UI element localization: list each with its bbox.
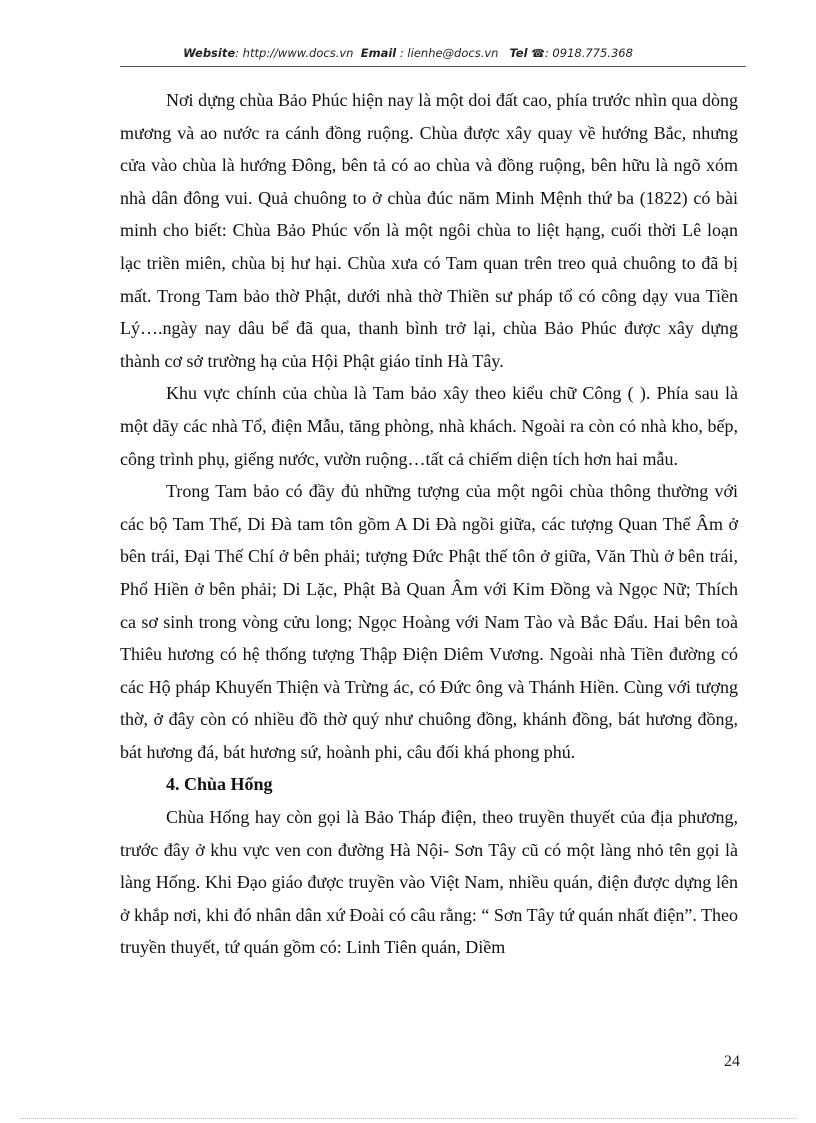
page-number: 24 [724,1053,740,1070]
footer-divider [20,1118,796,1119]
website-label: Website [183,46,236,60]
website-value: : http://www.docs.vn [235,46,354,60]
email-label: Email [360,46,397,60]
header-rule [120,66,746,67]
email-value: : lienhe@docs.vn [399,46,499,60]
paragraph-bao-phuc-site: Nơi dựng chùa Bảo Phúc hiện nay là một doi đất cao, phía trước nhìn qua dòng mương và ao nước ra cánh đồng ruộng. Chùa được xây quay về hướng Bắc, nhưng cửa vào chùa là hướng Đông, bên tả có ao chùa và đồng ruộng, bên hữu là ngõ xóm nhà dân đông vui. Quả chuông to ở chùa đúc năm Minh Mệnh thứ ba (1822) có bài minh cho biết: Chùa Bảo Phúc vốn là một ngôi chùa to liệt hạng, cuối thời Lê loạn lạc triền miên, chùa bị hư hại. Chùa xưa có Tam quan trên treo quả chuông to đã bị mất. Trong Tam bảo thờ Phật, dưới nhà thờ Thiền sư pháp tổ có công dạy vua Tiền Lý….ngày nay dâu bể đã qua, thanh bình trở lại, chùa Bảo Phúc được xây dựng thành cơ sở trường hạ của Hội Phật giáo tỉnh Hà Tây. [120,90,738,371]
tel-label: Tel [509,46,528,60]
tel-value: : 0918.775.368 [544,46,633,60]
paragraph-chua-hong: Chùa Hống hay còn gọi là Bảo Tháp điện, theo truyền thuyết của địa phương, trước đây ở khu vực ven con đường Hà Nội- Sơn Tây cũ có một làng nhỏ tên gọi là làng Hống. Khi Đạo giáo được truyền vào Việt Nam, nhiều quán, điện được dựng lên ở khắp nơi, khi đó nhân dân xứ Đoài có câu rằng: “ Sơn Tây tứ quán nhất điện”. Theo truyền thuyết, tứ quán gồm có: Linh Tiên quán, Diềm [120,807,738,958]
section-heading: 4. Chùa Hống [166,774,273,795]
paragraph-main-area: Khu vực chính của chùa là Tam bảo xây theo kiểu chữ Công ( ). Phía sau là một dãy các nhà Tổ, điện Mẫu, tăng phòng, nhà khách. Ngoài ra còn có nhà kho, bếp, công trình phụ, giếng nước, vườn ruộng…tất cả chiếm diện tích hơn hai mẫu. [120,383,738,469]
paragraph-statues: Trong Tam bảo có đầy đủ những tượng của một ngôi chùa thông thường với các bộ Tam Thế, Di Đà tam tôn gồm A Di Đà ngồi giữa, các tượng Quan Thế Âm ở bên trái, Đại Thế Chí ở bên phải; tượng Đức Phật thế tôn ở giữa, Văn Thù ở bên trái, Phổ Hiền ở bên phải; Di Lặc, Phật Bà Quan Âm với Kim Đồng và Ngọc Nữ; Thích ca sơ sinh trong vòng cửu long; Ngọc Hoàng với Nam Tào và Bắc Đẩu. Hai bên toà Thiêu hương có hệ thống tượng Thập Điện Diêm Vương. Ngoài nhà Tiền đường có các Hộ pháp Khuyến Thiện và Trừng ác, có Đức ông và Thánh Hiền. Cùng với tượng thờ, ở đây còn có nhiều đồ thờ quý như chuông đồng, khánh đồng, bát hương đồng, bát hương đá, bát hương sứ, hoành phi, câu đối khá phong phú. [120,481,738,762]
page-header [0,46,816,60]
telephone-icon: ☎ [531,47,545,60]
document-body [120,84,738,964]
